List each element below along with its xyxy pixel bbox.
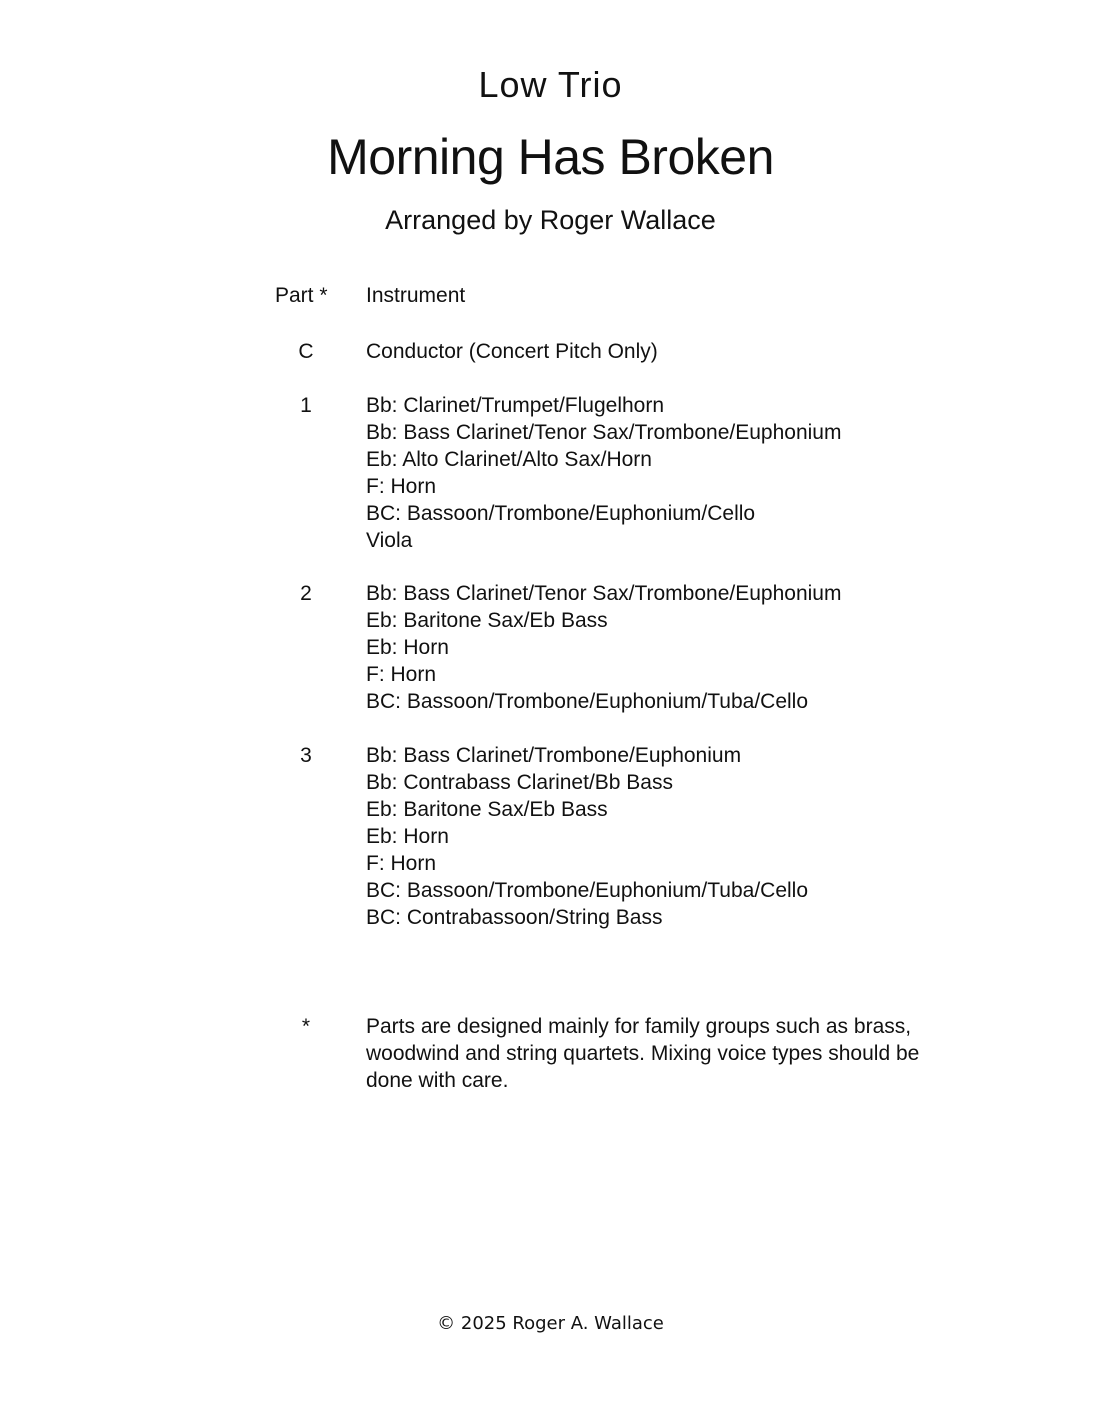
- instrument-item: F: Horn: [366, 663, 437, 686]
- footnote-marker: *: [301, 1015, 311, 1038]
- instrument-item: BC: Bassoon/Trombone/Euphonium/Cello: [366, 502, 756, 525]
- instrument-item: Bb: Bass Clarinet/Trombone/Euphonium: [366, 744, 742, 767]
- instrument-list: [366, 338, 658, 365]
- instrument-item: Eb: Baritone Sax/Eb Bass: [366, 798, 608, 821]
- footnote-text: Parts are designed mainly for family groups such as brass, woodwind and string quartets. Mixing voice types should be done with care.: [366, 1015, 920, 1092]
- instrument-list: [366, 580, 841, 715]
- instrument-column-header: Instrument: [366, 284, 466, 307]
- instrument-item: Eb: Horn: [366, 825, 449, 848]
- instrument-item: BC: Bassoon/Trombone/Euphonium/Tuba/Cello: [366, 690, 809, 713]
- instrument-item: Conductor (Concert Pitch Only): [366, 340, 658, 363]
- part-column-header: Part *: [275, 284, 328, 307]
- instrument-item: Bb: Contrabass Clarinet/Bb Bass: [366, 771, 673, 794]
- instrument-item: Bb: Bass Clarinet/Tenor Sax/Trombone/Euphonium: [366, 421, 842, 444]
- instrument-item: BC: Bassoon/Trombone/Euphonium/Tuba/Cello: [366, 879, 809, 902]
- instrument-item: Viola: [366, 529, 413, 552]
- part-label: 2: [300, 582, 312, 605]
- instrument-list: [366, 742, 808, 931]
- instrument-item: Bb: Clarinet/Trumpet/Flugelhorn: [366, 394, 665, 417]
- instrument-item: BC: Contrabassoon/String Bass: [366, 906, 663, 929]
- instrument-item: F: Horn: [366, 475, 437, 498]
- copyright-notice: © 2025 Roger A. Wallace: [437, 1313, 664, 1334]
- arranger-credit: Arranged by Roger Wallace: [385, 205, 716, 235]
- ensemble-subtitle: Low Trio: [478, 64, 623, 105]
- piece-title: Morning Has Broken: [327, 129, 774, 185]
- instrument-item: F: Horn: [366, 852, 437, 875]
- instrument-item: Eb: Baritone Sax/Eb Bass: [366, 609, 608, 632]
- instrument-list: [366, 392, 841, 554]
- part-label: C: [298, 340, 314, 363]
- part-label: 1: [300, 394, 312, 417]
- instrument-item: Eb: Horn: [366, 636, 449, 659]
- instrument-item: Bb: Bass Clarinet/Tenor Sax/Trombone/Euphonium: [366, 582, 842, 605]
- part-label: 3: [300, 744, 312, 767]
- instrument-item: Eb: Alto Clarinet/Alto Sax/Horn: [366, 448, 652, 471]
